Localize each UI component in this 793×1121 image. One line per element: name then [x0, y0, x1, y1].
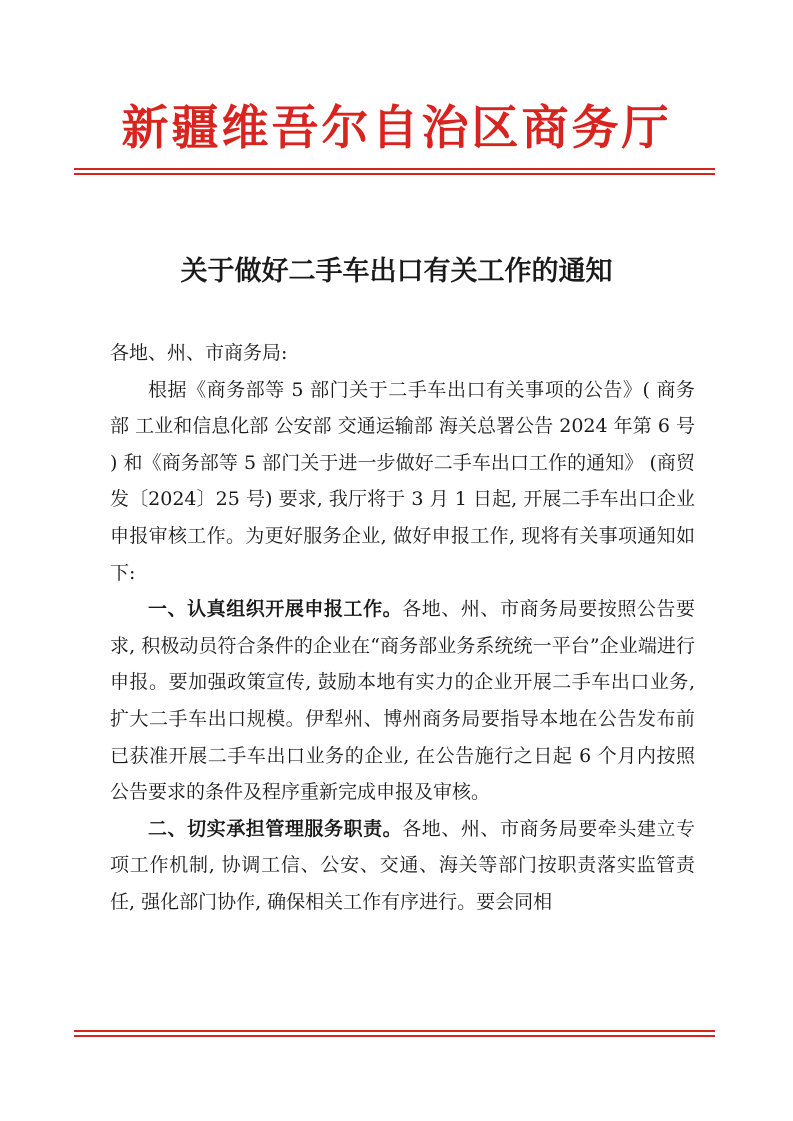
paragraph-intro-text: 根据《商务部等 5 部门关于二手车出口有关事项的公告》( 商务部 工业和信息化部 公安部 交通运输部 海关总署公告 2024 年第 6 号 ) 和《商务部等 5 部门关于进一步做好二手车出口工作的通知》 (商贸发〔2024〕25 号) 要求, 我厅将于 3 月 1 日起, 开展二手车出口企业申报审核工作。为更好服务企业, 做好申报工作, 现将有关事项通知如下:: [110, 378, 695, 584]
letterhead-red-rule-lower: [74, 173, 715, 175]
document-body: [110, 335, 695, 921]
paragraph-section-2: [110, 811, 695, 921]
footer-red-rule-upper: [74, 1030, 715, 1032]
salutation: 各地、州、市商务局:: [110, 342, 288, 364]
section-2-heading: 二、切实承担管理服务职责。: [148, 817, 403, 840]
section-1-heading: 一、认真组织开展申报工作。: [148, 598, 403, 621]
letterhead-org-name: 新疆维吾尔自治区商务厅: [121, 101, 672, 156]
footer-red-rule-lower: [74, 1035, 715, 1037]
section-2-text: 各地、州、市商务局要牵头建立专项工作机制, 协调工信、公安、交通、海关等部门按职责落实监管责任, 强化部门协作, 确保相关工作有序进行。要会同相: [110, 817, 695, 913]
paragraph-intro: [110, 372, 695, 592]
paragraph-section-1: [110, 591, 695, 811]
document-title: 关于做好二手车出口有关工作的通知: [180, 256, 613, 287]
letterhead-red-rule-upper: [74, 168, 715, 170]
section-1-text: 各地、州、市商务局要按照公告要求, 积极动员符合条件的企业在“商务部业务系统统一平台”企业端进行申报。要加强政策宣传, 鼓励本地有实力的企业开展二手车出口业务, 扩大二手车出口规模。伊犁州、博州商务局要指导本地在公告发布前已获准开展二手车出口业务的企业, 在公告施行之日起 6 个月内按照公告要求的条件及程序重新完成申报及审核。: [110, 598, 695, 804]
